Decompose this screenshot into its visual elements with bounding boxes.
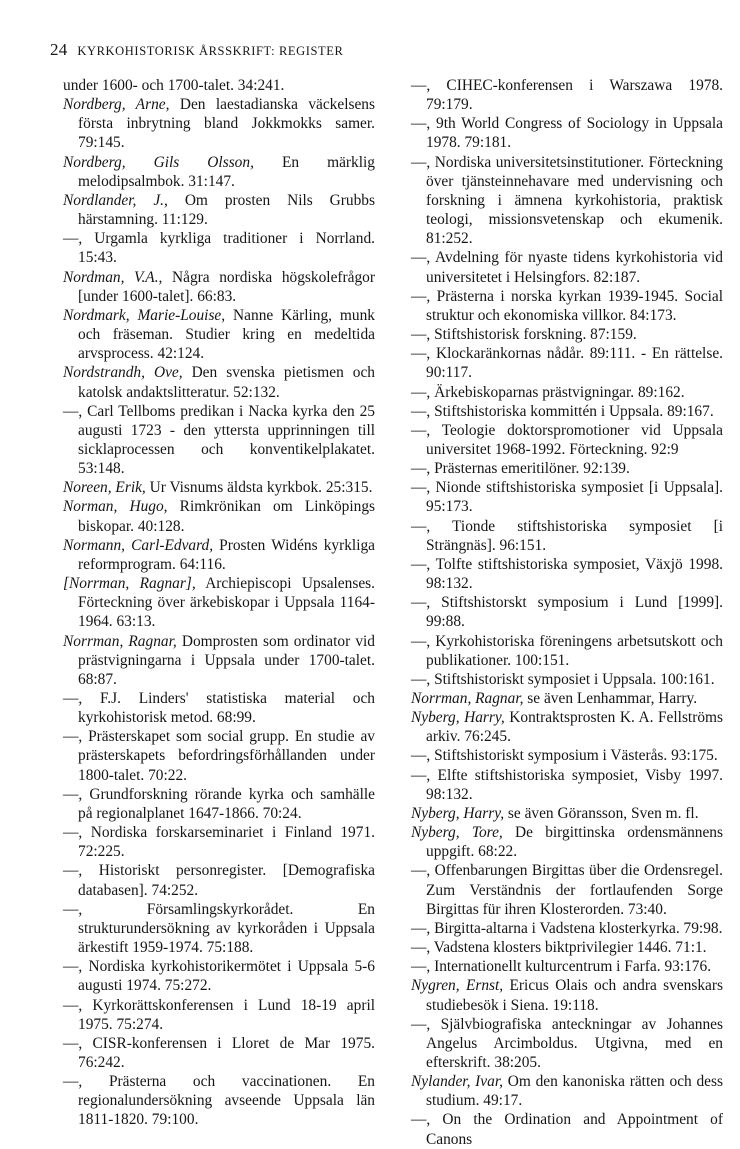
- index-entry: [411, 76, 723, 114]
- entry-text: Kontraktsprosten K. A. Fellströms arkiv. 76:245.: [426, 709, 723, 746]
- entry-text: —, Prästernas emeritilöner. 92:139.: [411, 460, 630, 478]
- index-entry: [63, 268, 375, 306]
- entry-text: Nanne Kärling, munk och fräseman. Studier kring en medeltida arvsprocess. 42:124.: [78, 306, 375, 363]
- index-entry: [63, 95, 375, 152]
- entry-text: Rimkrönikan om Linköpings biskopar. 40:128.: [78, 498, 375, 535]
- entry-author: Nordman, V.A.,: [63, 268, 163, 286]
- index-entry: [63, 76, 375, 95]
- index-entry: [411, 517, 723, 555]
- entry-author: Nordberg, Arne,: [63, 96, 170, 114]
- entry-text: —, Historiskt personregister. [Demografiska databasen]. 74:252.: [63, 862, 375, 899]
- entry-text: —, 9th World Congress of Sociology in Uppsala 1978. 79:181.: [411, 115, 723, 152]
- entry-text: Om prosten Nils Grubbs härstamning. 11:129.: [78, 191, 375, 229]
- entry-text: —, Vadstena klosters biktprivilegier 1446. 71:1.: [411, 939, 707, 957]
- index-entry: [411, 555, 723, 593]
- entry-text: —, Stiftshistorisk forskning. 87:159.: [411, 326, 637, 344]
- index-entry: [411, 153, 723, 249]
- entry-text: —, On the Ordination and Appointment of Canons: [411, 1111, 723, 1148]
- entry-text: —, Carl Tellboms predikan i Nacka kyrka den 25 augusti 1723 - den yttersta upprinningen till sicklaprocessen och konventikelplakatet. 53:148.: [63, 402, 375, 478]
- entry-text: —, Kyrkorättskonferensen i Lund 18-19 april 1975. 75:274.: [63, 996, 375, 1033]
- index-entry: [411, 804, 723, 823]
- entry-text: Domprosten som ordinator vid prästvigningarna i Uppsala under 1700-talet. 68:87.: [78, 632, 375, 688]
- entry-author: Norman, Hugo,: [63, 498, 168, 516]
- entry-text: —, Urgamla kyrkliga traditioner i Norrland. 15:43.: [63, 230, 375, 267]
- page-number: 24: [50, 40, 68, 59]
- index-entry: [63, 1034, 375, 1072]
- index-entry: [411, 670, 723, 689]
- index-entry: [63, 478, 375, 497]
- entry-text: —, Stiftshistoriska kommittén i Uppsala. 89:167.: [411, 402, 714, 420]
- entry-text: —, Avdelning för nyaste tidens kyrkohistoria vid universitetet i Helsingfors. 82:187.: [411, 249, 723, 286]
- index-entry: [411, 1015, 723, 1072]
- index-entry: [411, 325, 723, 344]
- index-entry: [63, 229, 375, 267]
- entry-author: Nyberg, Harry,: [411, 709, 505, 727]
- entry-text: —, Tionde stiftshistoriska symposiet [i Strängnäs]. 96:151.: [411, 517, 723, 554]
- entry-text: —, Nionde stiftshistoriska symposiet [i Uppsala]. 95:173.: [411, 479, 723, 516]
- index-entry: [411, 938, 723, 957]
- entry-author: Nyberg, Harry,: [411, 804, 505, 822]
- index-entry: [63, 574, 375, 631]
- index-entry: [411, 919, 723, 938]
- entry-text: —, F.J. Linders' statistiska material och kyrkohistorisk metod. 68:99.: [63, 690, 375, 727]
- index-entry: [411, 746, 723, 765]
- entry-text: De birgittinska ordensmännens uppgift. 68:22.: [426, 824, 723, 861]
- entry-author: Normann, Carl-Edvard,: [63, 536, 214, 554]
- entry-text: Ur Visnums äldsta kyrkbok. 25:315.: [145, 479, 373, 497]
- entry-text: Den laestadianska väckelsens första inbrytning bland Jokkmokks samer. 79:145.: [78, 96, 375, 152]
- entry-text: Om den kanoniska rätten och dess studium. 49:17.: [426, 1073, 723, 1110]
- index-entry: [411, 402, 723, 421]
- entry-text: Archiepiscopi Upsalenses. Förteckning över ärkebiskopar i Uppsala 1164-1964. 63:13.: [78, 575, 375, 631]
- index-entry: [411, 823, 723, 861]
- index-entry: [411, 248, 723, 286]
- entry-text: Ericus Olais och andra svenskars studiebesök i Siena. 19:118.: [426, 977, 723, 1014]
- index-entry: [63, 957, 375, 995]
- index-entry: [63, 363, 375, 401]
- entry-text: —, Nordiska forskarseminariet i Finland 1971. 72:225.: [63, 824, 375, 861]
- running-title: KYRKOHISTORISK ÅRSSKRIFT: REGISTER: [77, 44, 344, 58]
- index-entry: [411, 421, 723, 459]
- entry-text: under 1600- och 1700-talet. 34:241.: [63, 77, 285, 94]
- entry-author: Nordberg, Gils Olsson,: [63, 153, 254, 171]
- index-entry: [411, 459, 723, 478]
- entry-text: —, Prästerna i norska kyrkan 1939-1945. Social struktur och ekonomiska villkor. 84:173.: [411, 287, 723, 324]
- entry-text: —, Grundforskning rörande kyrka och samhälle på regionalplanet 1647-1866. 70:24.: [63, 785, 375, 822]
- entry-text: —, Stiftshistoriskt symposiet i Uppsala. 100:161.: [411, 670, 715, 688]
- entry-author: Nordstrandh, Ove,: [63, 364, 183, 382]
- index-entry: [411, 976, 723, 1014]
- index-entry: [411, 708, 723, 746]
- entry-text: —, Birgitta-altarna i Vadstena klosterkyrka. 79:98.: [411, 919, 723, 937]
- index-entry: [63, 536, 375, 574]
- entry-author: Norrman, Ragnar,: [63, 632, 177, 650]
- entry-text: —, CISR-konferensen i Lloret de Mar 1975. 76:242.: [63, 1034, 375, 1071]
- index-entry: [411, 478, 723, 516]
- index-entry: [411, 344, 723, 382]
- entry-text: —, Elfte stiftshistoriska symposiet, Visby 1997. 98:132.: [411, 766, 723, 803]
- entry-author: Nordlander, J.,: [63, 191, 168, 209]
- index-entry: [63, 785, 375, 823]
- entry-text: —, Nordiska kyrkohistorikermötet i Uppsala 5-6 augusti 1974. 75:272.: [63, 958, 375, 995]
- entry-text: —, Stiftshistorskt symposium i Lund [1999]. 99:88.: [411, 594, 723, 631]
- entry-text: —, Teologie doktorspromotioner vid Uppsala universitet 1968-1992. Förteckning. 92:9: [411, 421, 723, 458]
- entry-text: En märklig melodipsalmbok. 31:147.: [78, 153, 375, 190]
- index-entry: [411, 383, 723, 402]
- entry-text: —, Internationellt kulturcentrum i Farfa. 93:176.: [411, 958, 712, 976]
- right-column: [411, 76, 723, 1149]
- entry-text: —, CIHEC-konferensen i Warszawa 1978. 79:179.: [411, 77, 723, 114]
- entry-author: Norrman, Ragnar,: [411, 690, 524, 707]
- index-entry: [63, 689, 375, 727]
- entry-text: se även Göransson, Sven m. fl.: [504, 804, 699, 822]
- page-header: [50, 40, 343, 60]
- index-entry: [411, 861, 723, 918]
- index-entry: [63, 632, 375, 689]
- entry-author: [Norrman, Ragnar],: [63, 575, 196, 593]
- entry-text: —, Prästerna och vaccinationen. En regionalundersökning avseende Uppsala län 1811-1820. 79:100.: [63, 1073, 375, 1129]
- entry-text: —, Offenbarungen Birgittas über die Ordensregel. Zum Verständnis der fortlaufenden Sorge Birgittas für ihren Klosterorden. 73:40.: [411, 862, 723, 918]
- entry-author: Noreen, Erik,: [63, 479, 146, 497]
- entry-author: Nygren, Ernst,: [411, 977, 504, 995]
- index-entry: [411, 689, 723, 708]
- entry-author: Nyberg, Tore,: [411, 824, 503, 842]
- index-entry: [411, 957, 723, 976]
- entry-text: —, Nordiska universitetsinstitutioner. Förteckning över tjänsteinnehavare med undervisning och forskning i ämnena kyrkohistoria, praktisk teologi, missionsvetenskap och ekumenik. 81:252.: [411, 153, 723, 248]
- entry-text: se även Lenhammar, Harry.: [523, 690, 698, 707]
- index-entry: [411, 1110, 723, 1148]
- index-entry: [63, 823, 375, 861]
- index-entry: [63, 727, 375, 784]
- entry-text: —, Kyrkohistoriska föreningens arbetsutskott och publikationer. 100:151.: [411, 632, 723, 669]
- entry-author: Nylander, Ivar,: [411, 1073, 503, 1091]
- entry-text: —, Tolfte stiftshistoriska symposiet, Växjö 1998. 98:132.: [411, 555, 723, 593]
- index-entry: [411, 287, 723, 325]
- entry-text: —, Klockaränkornas nådår. 89:111. - En rättelse. 90:117.: [411, 345, 723, 382]
- index-entry: [63, 861, 375, 899]
- index-entry: [63, 306, 375, 363]
- index-entry: [63, 497, 375, 535]
- index-entry: [63, 900, 375, 957]
- index-entry: [63, 191, 375, 229]
- index-entry: [63, 996, 375, 1034]
- entry-text: —, Stiftshistoriskt symposium i Västerås. 93:175.: [411, 747, 718, 765]
- entry-text: —, Självbiografiska anteckningar av Johannes Angelus Arcimboldus. Utgivna, med en efterskrift. 38:205.: [411, 1015, 723, 1071]
- index-entry: [411, 593, 723, 631]
- entry-text: Den svenska pietismen och katolsk andaktslitteratur. 52:132.: [78, 364, 375, 401]
- entry-text: —, Prästerskapet som social grupp. En studie av prästerskapets befordringsförhållanden under 1800-talet. 70:22.: [63, 728, 375, 784]
- index-entry: [63, 153, 375, 191]
- entry-author: Nordmark, Marie-Louise,: [63, 306, 226, 324]
- entry-text: —, Församlingskyrkorådet. En strukturundersökning av kyrkoråden i Uppsala ärkestift 1959-1974. 75:188.: [63, 900, 375, 957]
- entry-text: Några nordiska högskolefrågor [under 1600-talet]. 66:83.: [78, 268, 375, 305]
- index-entry: [411, 632, 723, 670]
- index-entry: [411, 766, 723, 804]
- index-entry: [63, 1072, 375, 1129]
- left-column: [63, 76, 375, 1130]
- index-entry: [411, 1072, 723, 1110]
- index-entry: [411, 114, 723, 152]
- entry-text: Prosten Widéns kyrkliga reformprogram. 64:116.: [78, 536, 375, 573]
- entry-text: —, Ärkebiskoparnas prästvigningar. 89:162.: [411, 383, 685, 401]
- index-entry: [63, 402, 375, 479]
